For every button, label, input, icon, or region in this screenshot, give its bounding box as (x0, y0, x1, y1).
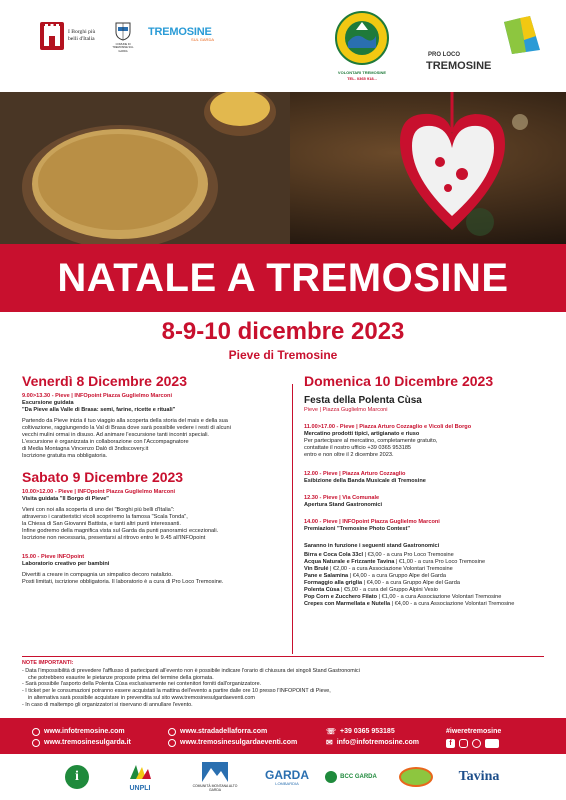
tremosine-sul-garda-logo (148, 22, 214, 46)
note-line: in alternativa sarà possibile acquistare in prevendita sul sito www.tremosinesulgardaeventi.com (28, 694, 255, 701)
tavina-logo (452, 758, 506, 796)
stand-price: | €4,00 - a cura Gruppo Alpe del Garda (363, 580, 460, 586)
important-notes (22, 660, 544, 709)
mail-icon: ✉ (326, 738, 333, 747)
sponsor-logos (0, 754, 566, 800)
event-text: Divertiti a creare in compagnia un simpatico decoro natalizio. (22, 572, 173, 578)
globe-icon (168, 728, 176, 736)
website-link[interactable]: www.infotremosine.com (44, 728, 125, 735)
website-link[interactable]: www.stradadellaforra.com (180, 728, 268, 735)
hashtag: #iweretremosine (446, 728, 502, 735)
website-link[interactable]: www.tremosinesulgarda.it (44, 739, 131, 746)
day3-title: Domenica 10 Dicembre 2023 (304, 373, 494, 389)
title-banner (0, 244, 566, 312)
event-when: 11.00>17.00 - Pieve | Piazza Arturo Cozzaglio e Vicoli del Borgo (304, 424, 472, 430)
event-text: Iscrizione non necessaria, presentarsi al ritrovo entro le 9.45 all'INFOpoint (22, 535, 206, 541)
stand-item: Crepes con Marmellata e Nutella (304, 601, 391, 607)
event-subtitle: "Da Pieve alla Valle di Brasa: semi, farine, ricette e rituali" (22, 407, 176, 413)
day3-event-1 (304, 424, 548, 459)
bcc-icon (325, 771, 337, 783)
header (0, 0, 566, 92)
stand-price: | €2,00 - a cura Associazione Volontari Tremosine (330, 566, 453, 572)
unpli-flag-icon (128, 763, 152, 783)
instagram-icon[interactable] (459, 739, 468, 748)
day3-event-4 (304, 519, 548, 533)
stand-price: | €3,00 - a cura Pro Loco Tremosine (364, 552, 454, 558)
volontari-tremosine-logo (334, 10, 390, 66)
globe-icon (32, 739, 40, 747)
castle-icon (40, 22, 64, 50)
tripadvisor-icon[interactable] (472, 739, 481, 748)
stand-item: Birra e Coca Cola 33cl (304, 552, 364, 558)
festa-title: Festa della Polenta Cùsa (304, 395, 422, 406)
festa-location: Pieve | Piazza Guglielmo Marconi (304, 407, 388, 413)
day3-event-3 (304, 495, 548, 509)
info-icon: i (65, 765, 89, 789)
note-line: che potrebbero esaurire le pietanze proposte prima del termine della giornata. (28, 674, 214, 681)
coat-of-arms-icon (115, 21, 131, 41)
website-link[interactable]: www.tremosinesulgardaeventi.com (180, 739, 298, 746)
comunita-montana-logo (190, 758, 240, 796)
event-when: 12.30 - Pieve | Via Comunale (304, 495, 380, 501)
column-divider (292, 384, 293, 654)
stand-item: Pane e Salamina (304, 573, 349, 579)
contact-phone-email (326, 726, 436, 748)
stand-row (304, 566, 548, 573)
stand-row (304, 580, 548, 587)
event-text: attraverso i caratteristici vicoli scopriremo la famosa "Scala Tonda", (22, 514, 188, 520)
page-title: NATALE A TREMOSINE (57, 255, 509, 300)
event-when: 14.00 - Pieve | INFOpoint Piazza Guglielmo Marconi (304, 519, 440, 525)
pro-loco-logo (422, 12, 546, 76)
stand-row (304, 587, 548, 594)
contact-websites-2 (168, 726, 318, 748)
event-name: Apertura Stand Gastronomici (304, 502, 383, 508)
pro-loco-small: PRO LOCO (428, 52, 461, 58)
event-text: L'escursione è organizzata in collaborazione con l'Accompagnatore (22, 439, 189, 445)
garda-trentino-logo (396, 758, 436, 796)
unpli-text: UNPLI (129, 784, 151, 792)
borghi-logo (40, 18, 102, 54)
day2-title: Sabato 9 Dicembre 2023 (22, 469, 184, 485)
garda-lombardia-logo (262, 758, 312, 796)
event-when: 10.00>12.00 - Pieve | INFOpoint Piazza Guglielmo Marconi (22, 489, 176, 495)
tremosine-logo-text: TREMOSINE (148, 26, 212, 38)
comune-logo (108, 12, 138, 62)
note-line: - Sarà possibile l'asporto della Polenta Cùsa esclusivamente nei contenitori forniti dall'organizzatore. (22, 681, 262, 688)
event-text: di Media Montagna Vincenzo Dalò di 3ndiscovery.it (22, 446, 149, 452)
hero-photo (0, 92, 566, 244)
contact-social (446, 726, 546, 748)
stand-item: Formaggio alla griglia (304, 580, 363, 586)
event-text: Posti limitati, iscrizione obbligatoria. Il laboratorio è a cura di Pro Loco Tremosine. (22, 579, 224, 585)
event-text: Iscrizione gratuita ma obbligatoria. (22, 453, 108, 459)
event-text: Infine godremo della magnifica vista sul Garda da punti panoramici eccezionali. (22, 528, 219, 534)
comunita-text: COMUNITÀ MONTANA ALTO GARDA (192, 784, 238, 792)
facebook-icon[interactable]: f (446, 739, 455, 748)
left-column (22, 373, 284, 594)
stand-row (304, 573, 548, 580)
phone-number[interactable]: +39 0365 953185 (340, 728, 395, 735)
contact-bar (0, 718, 566, 754)
event-date-range: 8-9-10 dicembre 2023 (161, 318, 405, 345)
day2-event-2 (22, 554, 284, 586)
event-text: coltivazione, raggiungendo la Val di Brasa dove sarà possibile vedere i resti di alcuni (22, 425, 231, 431)
event-text: Partendo da Pieve inizia il tuo viaggio alla scoperta della storia del mais e della sua (22, 418, 228, 424)
unpli-logo (120, 758, 160, 796)
stand-price: | €4,00 - a cura Associazione Volontari Tremosine (391, 601, 515, 607)
stand-price: | €4,00 - a cura Gruppo Alpe del Garda (349, 573, 447, 579)
stand-item: Acqua Naturale e Frizzante Tavina (304, 559, 395, 565)
event-name: Premiazioni "Tremosine Photo Contest" (304, 526, 411, 532)
event-text: entro e non oltre il 2 dicembre 2023. (304, 452, 394, 458)
event-dates (0, 318, 566, 362)
globe-icon (168, 739, 176, 747)
volontari-text: VOLONTARI TREMOSINE (337, 70, 387, 75)
pro-loco-name: TREMOSINE (426, 60, 492, 72)
event-name: Visita guidata "Il Borgo di Pieve" (22, 496, 109, 502)
garda-sub: LOMBARDIA (275, 780, 299, 786)
trentino-badge-icon (399, 767, 433, 787)
tavina-text: Tavina (458, 769, 500, 784)
stand-row (304, 594, 548, 601)
note-line: - I ticket per le consumazioni potranno essere acquistati la mattina dell'evento a partire dalle ore 10 presso l'INFOPOINT di Pieve, (22, 688, 331, 695)
event-when: 9.00>13.30 - Pieve | INFOpoint Piazza Guglielmo Marconi (22, 393, 173, 399)
day1-event-1 (22, 393, 284, 460)
email-link[interactable]: info@infotremosine.com (336, 739, 419, 746)
notes-title: NOTE IMPORTANTI: (22, 660, 74, 666)
contact-websites-1 (32, 726, 162, 748)
globe-icon (32, 728, 40, 736)
garda-text: GARDA (265, 767, 309, 782)
note-line: - Data l'impossibilità di prevedere l'afflusso di partecipanti all'evento non è possibile indicare l'orario di chiusura dei singoli Stand Gastronomici (22, 667, 360, 674)
food-stands (304, 543, 548, 608)
event-name: Escursione guidata (22, 400, 74, 406)
note-line: - In caso di maltempo gli organizzatori si riservano di annullare l'evento. (22, 701, 193, 708)
day2-event-1 (22, 489, 284, 542)
event-text: vecchi mulini ormai in disuso. Ad animare l'escursione tanti incontri speciali. (22, 432, 209, 438)
pro-loco-flag-icon (500, 12, 544, 56)
comune-text: COMUNE DI TREMOSINE SUL GARDA (112, 43, 134, 53)
mountain-icon (202, 762, 228, 782)
tremosine-logo-sub: SUL GARDA (191, 37, 214, 42)
day1-title: Venerdì 8 Dicembre 2023 (22, 373, 187, 389)
stand-price: | €5,00 - a cura del Gruppo Alpini Vesio (341, 587, 438, 593)
right-column (304, 373, 548, 608)
stand-item: Polenta Cùsa (304, 587, 340, 593)
info-logo (64, 758, 90, 796)
bcc-garda-logo (320, 758, 382, 796)
stand-row (304, 559, 548, 566)
stand-price: | €1,00 - a cura Associazione Volontari Tremosine (378, 594, 502, 600)
event-place: Pieve di Tremosine (228, 348, 338, 362)
event-when: 15.00 - Pieve INFOpoint (22, 554, 85, 560)
notes-divider (22, 656, 544, 657)
stand-item: Pop Corn e Zucchero Filato (304, 594, 378, 600)
event-name: Mercatino prodotti tipici, artigianato e riuso (304, 431, 420, 437)
stand-item: Vin Brulé (304, 566, 329, 572)
stands-title: Saranno in funzione i seguenti stand Gastronomici (304, 543, 440, 549)
volontari-tel: TEL. 0365 918... (347, 76, 377, 81)
event-when: 12.00 - Pieve | Piazza Arturo Cozzaglio (304, 471, 406, 477)
youtube-icon[interactable] (485, 739, 499, 748)
stand-row (304, 601, 548, 608)
event-name: Esibizione della Banda Musicale di Tremosine (304, 478, 426, 484)
day3-event-2 (304, 471, 548, 485)
phone-icon: ☏ (326, 727, 337, 736)
borghi-text: I Borghi più belli d'Italia (68, 29, 96, 42)
event-name: Laboratorio creativo per bambini (22, 561, 110, 567)
stand-row (304, 552, 548, 559)
event-text: Per partecipare al mercatino, completamente gratuito, (304, 438, 438, 444)
event-text: Vieni con noi alla scoperta di uno dei "Borghi più belli d'Italia": (22, 507, 175, 513)
bcc-text: BCC GARDA (340, 774, 377, 780)
event-text: contattate il nostro ufficio +39 0365 953185 (304, 445, 412, 451)
event-text: la Chiesa di San Giovanni Battista, e tanti altri punti interessanti. (22, 521, 181, 527)
stand-price: | €1,00 - a cura Pro Loco Tremosine (395, 559, 486, 565)
